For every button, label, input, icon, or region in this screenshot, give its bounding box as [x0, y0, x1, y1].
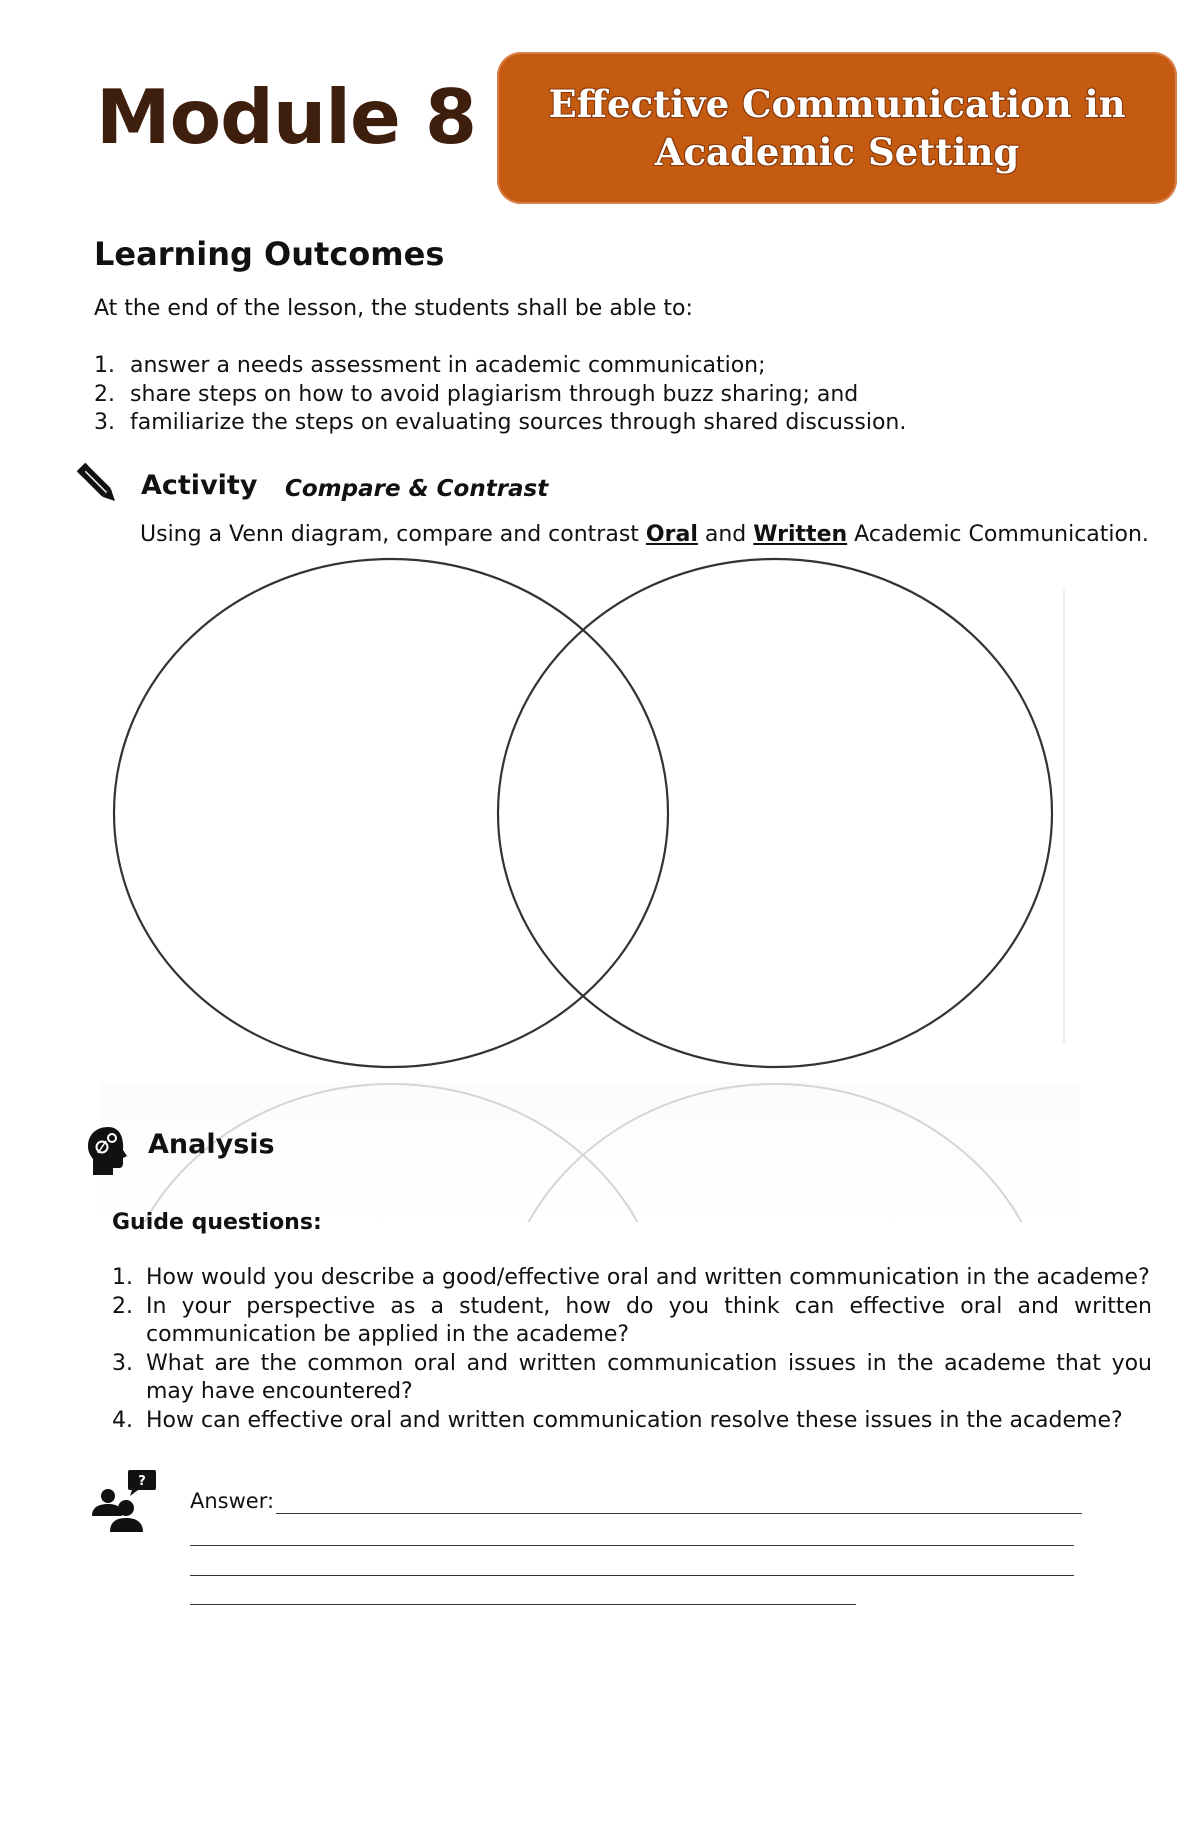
item-text: answer a needs assessment in academic communication;: [130, 353, 766, 378]
item-text: familiarize the steps on evaluating sources through shared discussion.: [130, 410, 907, 435]
list-item: [94, 352, 906, 381]
question-text: What are the common oral and written communication issues in the academe that you may have encountered?: [146, 1350, 1152, 1404]
oral-keyword: Oral: [645, 522, 698, 547]
venn-circle-left[interactable]: [114, 559, 668, 1067]
guide-questions-list: [112, 1264, 1152, 1435]
instruction-text: and: [697, 522, 754, 547]
answer-line-3[interactable]: [190, 1575, 1074, 1576]
list-item: [94, 409, 906, 438]
answer-line-4[interactable]: [190, 1604, 856, 1605]
question-text: How can effective oral and written communication resolve these issues in the academe?: [146, 1407, 1123, 1433]
item-number: 1.: [112, 1265, 133, 1290]
venn-circle-right[interactable]: [498, 559, 1052, 1067]
instruction-text: Using a Venn diagram, compare and contrast: [140, 522, 646, 547]
instruction-text: Academic Communication.: [847, 522, 1149, 547]
analysis-heading: Analysis: [148, 1129, 275, 1160]
list-item: [112, 1264, 1152, 1293]
list-item: [112, 1293, 1152, 1350]
svg-text:?: ?: [138, 1474, 146, 1489]
pencil-icon: [72, 458, 124, 510]
discussion-people-icon: [88, 1468, 158, 1534]
activity-subtitle: Compare & Contrast: [285, 476, 549, 502]
outcomes-intro: At the end of the lesson, the students shall be able to:: [94, 296, 693, 321]
guide-questions-heading: Guide questions:: [112, 1210, 322, 1235]
list-item: [94, 381, 906, 410]
answer-line-1[interactable]: [276, 1513, 1082, 1514]
head-gears-icon: [86, 1125, 132, 1177]
answer-line-2[interactable]: [190, 1545, 1074, 1546]
item-number: 2.: [112, 1293, 133, 1319]
banner-title-line1: Effective Communication in: [548, 81, 1126, 126]
outcomes-list: [94, 352, 906, 438]
item-text: share steps on how to avoid plagiarism through buzz sharing; and: [130, 381, 859, 407]
item-number: 3.: [94, 410, 115, 435]
activity-heading: Activity: [141, 470, 258, 501]
item-number: 2.: [94, 381, 115, 407]
item-number: 1.: [94, 353, 115, 378]
question-text: In your perspective as a student, how do you think can effective oral and written communication be applied in the academe?: [146, 1293, 1152, 1347]
venn-diagram: [100, 555, 1080, 1075]
list-item: [112, 1350, 1152, 1407]
learning-outcomes-heading: Learning Outcomes: [94, 235, 445, 273]
item-number: 3.: [112, 1350, 133, 1376]
activity-instruction: [140, 521, 1149, 550]
banner-title-line2: Academic Setting: [654, 130, 1020, 174]
list-item: [112, 1407, 1152, 1436]
module-title: Module 8: [96, 73, 477, 161]
module-banner: [497, 52, 1177, 204]
item-number: 4.: [112, 1407, 133, 1433]
question-text: How would you describe a good/effective oral and written communication in the academe?: [146, 1265, 1150, 1290]
written-keyword: Written: [753, 522, 848, 547]
answer-label: [190, 1489, 274, 1513]
answer-label-text: Answer:: [190, 1489, 275, 1513]
